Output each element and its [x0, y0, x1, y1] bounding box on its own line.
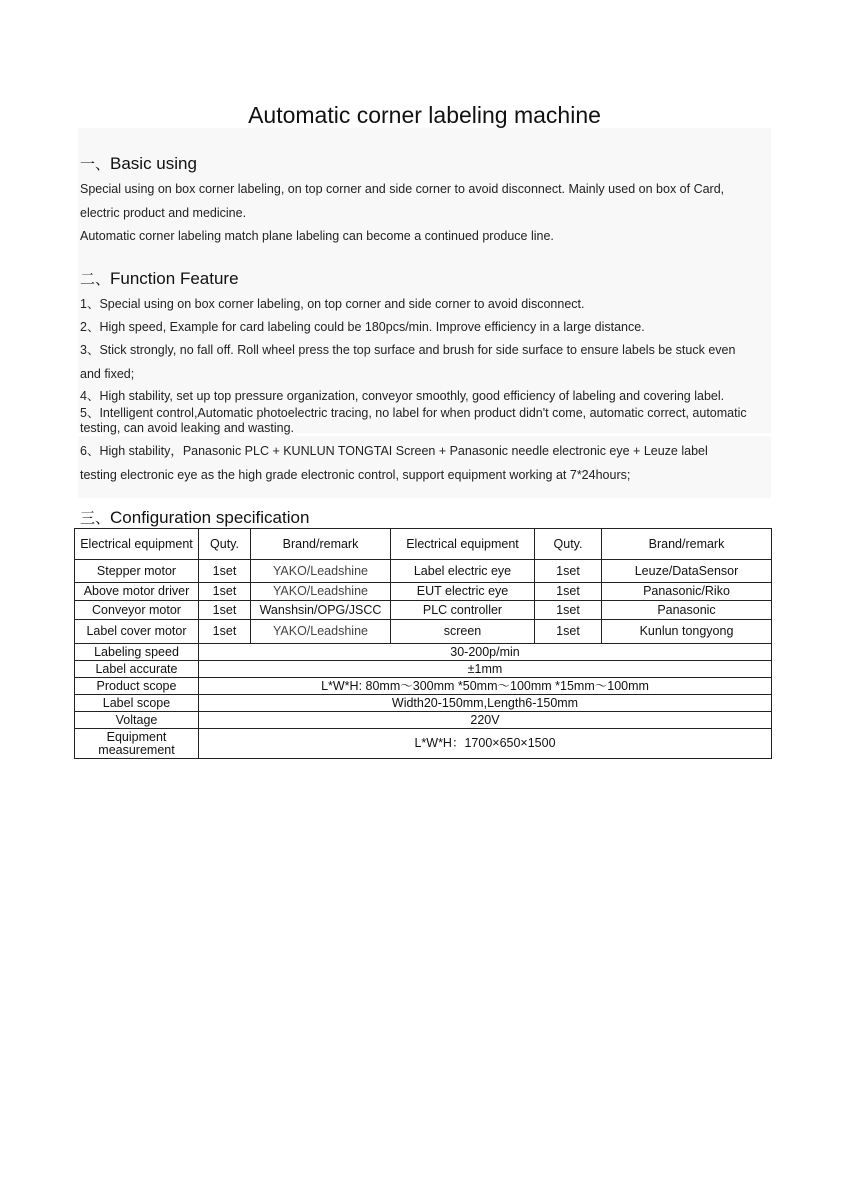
spec-row	[75, 695, 772, 712]
table-row	[75, 601, 772, 620]
table-cell: 1set	[535, 583, 602, 601]
spec-label: Label scope	[75, 695, 199, 712]
table-cell: Conveyor motor	[75, 601, 199, 620]
spec-value: 220V	[199, 712, 772, 729]
table-cell: Above motor driver	[75, 583, 199, 601]
table-row	[75, 620, 772, 644]
feature-line: and fixed;	[80, 367, 135, 381]
page-title: Automatic corner labeling machine	[248, 102, 601, 128]
feature-line: 6、High stability，Panasonic PLC + KUNLUN TONGTAI Screen + Panasonic needle electronic eye + Leuze label	[80, 444, 708, 458]
table-cell: Wanshsin/OPG/JSCC	[251, 601, 391, 620]
feature-line: 3、Stick strongly, no fall off. Roll wheel press the top surface and brush for side surface to ensure labels be stuck even	[80, 343, 736, 357]
paragraph-line: Special using on box corner labeling, on top corner and side corner to avoid disconnect. Mainly used on box of Card,	[80, 182, 725, 196]
table-cell: Panasonic	[602, 601, 772, 620]
table-cell: 1set	[199, 560, 251, 583]
section-heading-function-feature: 二、Function Feature	[80, 269, 239, 288]
table-cell: screen	[391, 620, 535, 644]
table-header-cell: Brand/remark	[602, 529, 772, 560]
table-cell: YAKO/Leadshine	[251, 620, 391, 644]
feature-line: 5、Intelligent control,Automatic photoelectric tracing, no label for when product didn't come, automatic correct, automatic	[80, 406, 747, 420]
feature-line: testing electronic eye as the high grade electronic control, support equipment working at 7*24hours;	[80, 468, 631, 482]
spec-label: Label accurate	[75, 661, 199, 678]
table-cell: Stepper motor	[75, 560, 199, 583]
table-header-cell: Quty.	[535, 529, 602, 560]
spec-value: ±1mm	[199, 661, 772, 678]
table-cell: PLC controller	[391, 601, 535, 620]
spec-row	[75, 644, 772, 661]
spec-row	[75, 712, 772, 729]
table-cell: Kunlun tongyong	[602, 620, 772, 644]
table-row	[75, 560, 772, 583]
feature-line: 4、High stability, set up top pressure organization, conveyor smoothly, good efficiency of labeling and covering label.	[80, 389, 725, 403]
spec-label: Product scope	[75, 678, 199, 695]
table-cell: 1set	[535, 601, 602, 620]
paragraph-line: electric product and medicine.	[80, 206, 247, 220]
spec-label: Labeling speed	[75, 644, 199, 661]
spec-value: 30-200p/min	[199, 644, 772, 661]
table-header-row	[75, 529, 772, 560]
spec-row	[75, 729, 772, 759]
table-cell: Label electric eye	[391, 560, 535, 583]
spec-row	[75, 661, 772, 678]
table-cell: Leuze/DataSensor	[602, 560, 772, 583]
feature-line: 2、High speed, Example for card labeling could be 180pcs/min. Improve efficiency in a large distance.	[80, 320, 645, 334]
section-heading-configuration: 三、Configuration specification	[80, 508, 310, 527]
spec-value: Width20-150mm,Length6-150mm	[199, 695, 772, 712]
spec-label: Voltage	[75, 712, 199, 729]
table-header-cell: Electrical equipment	[75, 529, 199, 560]
table-header-cell: Electrical equipment	[391, 529, 535, 560]
table-cell: Label cover motor	[75, 620, 199, 644]
table-cell: YAKO/Leadshine	[251, 583, 391, 601]
feature-line: 1、Special using on box corner labeling, on top corner and side corner to avoid disconnect.	[80, 297, 585, 311]
spec-label: Equipment measurement	[75, 729, 199, 759]
feature-line: testing, can avoid leaking and wasting.	[80, 421, 295, 435]
table-row	[75, 583, 772, 601]
table-cell: 1set	[199, 583, 251, 601]
table-header-cell: Quty.	[199, 529, 251, 560]
spec-value: L*W*H：1700×650×1500	[199, 729, 772, 759]
configuration-table	[74, 528, 772, 759]
section-heading-basic-using: 一、Basic using	[80, 154, 197, 173]
table-cell: 1set	[535, 620, 602, 644]
table-cell: YAKO/Leadshine	[251, 560, 391, 583]
table-header-cell: Brand/remark	[251, 529, 391, 560]
table-cell: 1set	[199, 601, 251, 620]
spec-row	[75, 678, 772, 695]
paragraph-line: Automatic corner labeling match plane labeling can become a continued produce line.	[80, 229, 554, 243]
table-cell: EUT electric eye	[391, 583, 535, 601]
table-cell: 1set	[199, 620, 251, 644]
spec-value: L*W*H: 80mm～300mm *50mm～100mm *15mm～100mm	[199, 678, 772, 695]
table-cell: Panasonic/Riko	[602, 583, 772, 601]
table-cell: 1set	[535, 560, 602, 583]
